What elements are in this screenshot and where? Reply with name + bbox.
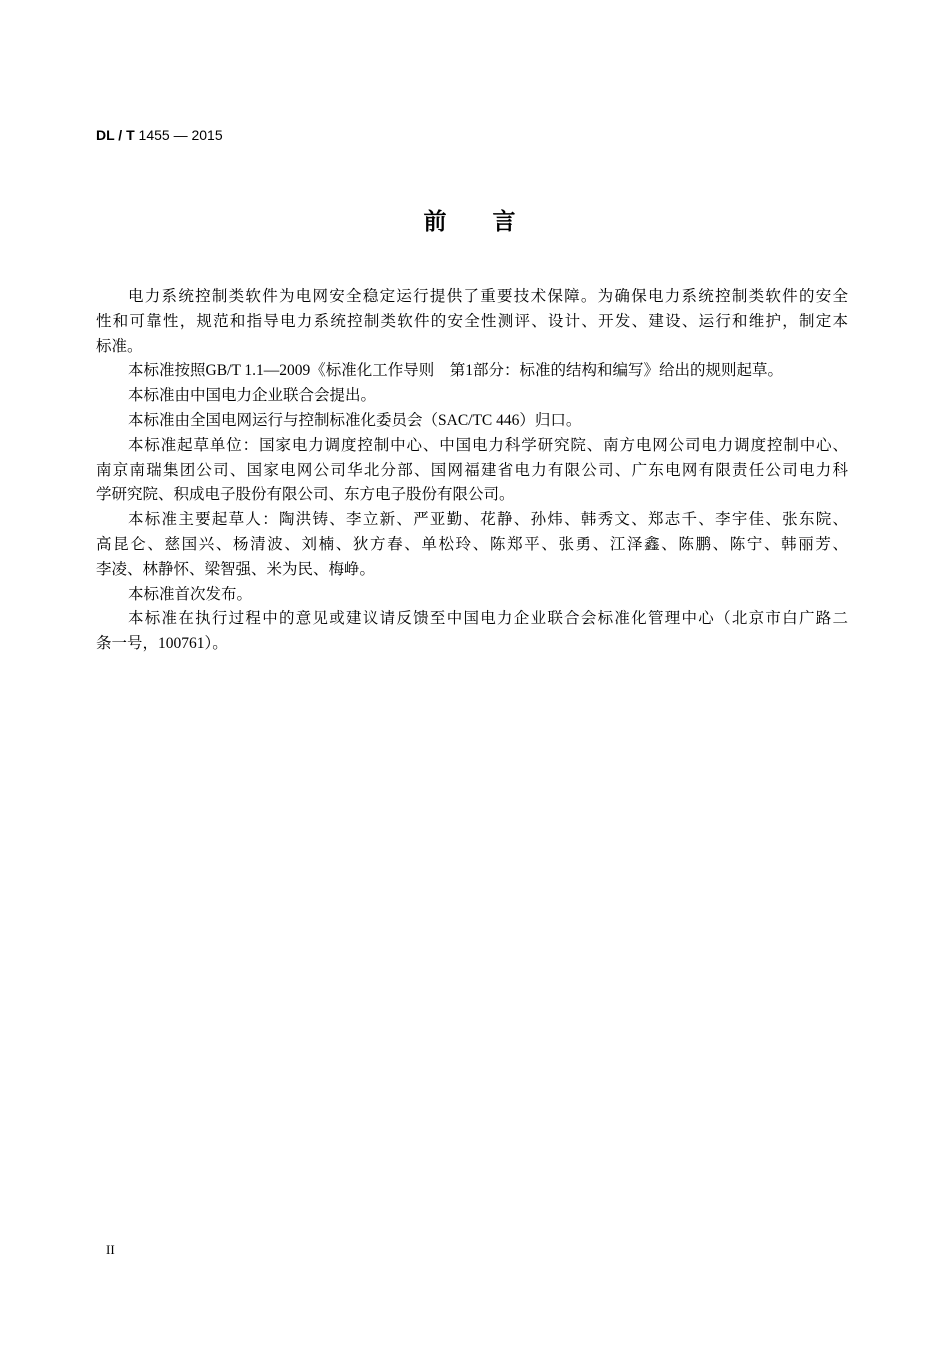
preface-body (96, 285, 848, 657)
paragraph-line: 学研究院、积成电子股份有限公司、东方电子股份有限公司。 (96, 486, 515, 504)
paragraph-line: 本标准由全国电网运行与控制标准化委员会（SAC/TC 446）归口。 (128, 411, 582, 429)
standard-code-prefix: DL / T (96, 127, 135, 143)
paragraph-line: 本标准主要起草人：陶洪铸、李立新、严亚勤、花静、孙炜、韩秀文、郑志千、李宇佳、张东院、 (128, 511, 848, 529)
paragraph-line: 性和可靠性，规范和指导电力系统控制类软件的安全性测评、设计、开发、建设、运行和维护，制定本 (96, 312, 848, 330)
paragraph (96, 434, 848, 508)
standard-code (96, 126, 223, 144)
section-title: 前 言 (423, 209, 516, 235)
standard-code-number: 1455 — 2015 (138, 127, 223, 143)
paragraph-line: 本标准按照GB/T 1.1—2009《标准化工作导则 第1部分：标准的结构和编写》给出的规则起草。 (128, 362, 784, 380)
paragraph (96, 409, 848, 434)
paragraph-line: 高昆仑、慈国兴、杨清波、刘楠、狄方春、单松玲、陈郑平、张勇、江泽鑫、陈鹏、陈宁、韩丽芳、 (96, 535, 848, 553)
paragraph-line: 李凌、林静怀、梁智强、米为民、梅峥。 (96, 560, 376, 578)
paragraph-line: 电力系统控制类软件为电网安全稳定运行提供了重要技术保障。为确保电力系统控制类软件的安全 (128, 288, 848, 305)
paragraph (96, 384, 848, 409)
paragraph (96, 285, 848, 359)
paragraph-line: 标准。 (96, 337, 143, 355)
paragraph (96, 607, 848, 657)
page-number: II (106, 1242, 115, 1257)
paragraph-line: 南京南瑞集团公司、国家电网公司华北分部、国网福建省电力有限公司、广东电网有限责任公司电力科 (96, 461, 848, 479)
paragraph (96, 359, 848, 384)
paragraph-line: 本标准在执行过程中的意见或建议请反馈至中国电力企业联合会标准化管理中心（北京市白广路二 (128, 610, 848, 628)
paragraph-line: 本标准首次发布。 (128, 585, 253, 603)
paragraph-line: 本标准起草单位：国家电力调度控制中心、中国电力科学研究院、南方电网公司电力调度控制中心、 (128, 436, 848, 454)
paragraph (96, 583, 848, 608)
paragraph-line: 条一号，100761）。 (96, 635, 228, 653)
paragraph-line: 本标准由中国电力企业联合会提出。 (128, 387, 377, 405)
paragraph (96, 508, 848, 582)
